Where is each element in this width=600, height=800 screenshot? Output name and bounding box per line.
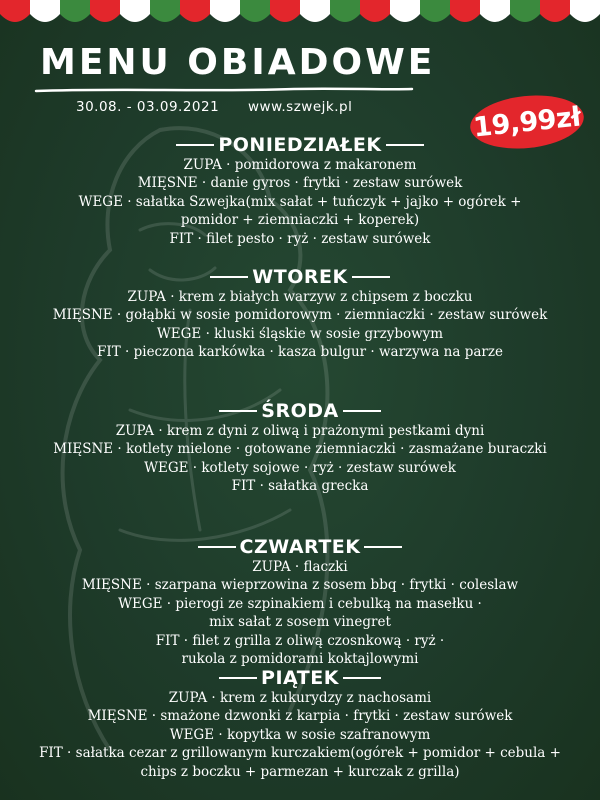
menu-line: ZUPA · pomidorowa z makaronem [183, 157, 417, 173]
awning-scallop [390, 0, 420, 22]
day-section-monday [0, 134, 600, 248]
menu-line: WEGE · kotlety sojowe · ryż · zestaw surówek [144, 459, 456, 476]
heading-dash-left [219, 410, 257, 412]
menu-line: MIĘSNE · kotlety mielone · gotowane ziemniaczki · zasmażane buraczki [53, 441, 547, 458]
heading-dash-left [198, 546, 236, 548]
day-section-thursday [0, 536, 600, 668]
heading-dash-right [343, 410, 381, 412]
awning-scallop [420, 0, 450, 22]
heading-dash-right [352, 276, 390, 278]
day-name: CZWARTEK [239, 536, 361, 558]
day-heading [0, 134, 600, 156]
menu-line: mix sałat z sosem vinegret [209, 614, 391, 631]
awning-scallop [510, 0, 540, 22]
day-name: WTOREK [252, 266, 348, 288]
day-section-friday [0, 667, 600, 781]
heading-dash-right [386, 144, 424, 146]
day-section-tuesday [0, 266, 600, 362]
price-badge: 19,99zł [468, 90, 587, 154]
day-heading [0, 667, 600, 689]
awning-scallop [0, 0, 30, 22]
menu-line: FIT · sałatka grecka [231, 478, 369, 495]
menu-line: FIT · filet pesto · ryż · zestaw surówek [169, 230, 431, 247]
menu-line: ZUPA · krem z dyni z oliwą i prażonymi pestkami dyni [115, 423, 485, 439]
menu-line: FIT · pieczona karkówka · kasza bulgur · warzywa na parze [97, 344, 503, 361]
menu-line: ZUPA · krem z białych warzyw z chipsem z boczku [127, 289, 473, 305]
menu-line: ZUPA · flaczki [252, 559, 348, 575]
menu-line: WEGE · sałatka Szwejka(mix sałat + tuńczyk + jajko + ogórek + [78, 193, 522, 210]
awning-scallop [210, 0, 240, 22]
awning-scallop [480, 0, 510, 22]
menu-line: MIĘSNE · szarpana wieprzowina z sosem bbq · frytki · coleslaw [81, 577, 519, 594]
day-name: ŚRODA [261, 400, 339, 422]
heading-dash-left [219, 677, 257, 679]
menu-line: WEGE · pierogi ze szpinakiem i cebulką na masełku · [118, 595, 482, 612]
awning-scallop [570, 0, 600, 22]
day-heading [0, 536, 600, 558]
day-heading [0, 400, 600, 422]
heading-dash-right [364, 546, 402, 548]
menu-line: FIT · sałatka cezar z grillowanym kurczakiem(ogórek + pomidor + cebula + [39, 745, 561, 762]
date-range-row [76, 99, 352, 115]
menu-line: MIĘSNE · smażone dzwonki z karpia · frytki · zestaw surówek [87, 708, 513, 725]
menu-title: MENU OBIADOWE [40, 42, 436, 83]
heading-dash-left [176, 144, 214, 146]
menu-line: WEGE · kopytka w sosie szafranowym [169, 726, 431, 743]
menu-line: ZUPA · krem z kukurydzy z nachosami [168, 690, 432, 706]
menu-line: pomidor + ziemniaczki + koperek) [180, 212, 420, 229]
heading-dash-left [210, 276, 248, 278]
website-link[interactable]: www.szwejk.pl [248, 99, 353, 115]
awning-scallop [300, 0, 330, 22]
awning-scallop [60, 0, 90, 22]
awning-scallop [450, 0, 480, 22]
menu-line: chips z boczku + parmezan + kurczak z grilla) [140, 763, 460, 780]
awning-scallop [90, 0, 120, 22]
awning-scallop [150, 0, 180, 22]
title-underline [34, 85, 414, 95]
awning-scallop [270, 0, 300, 22]
awning-scallop [30, 0, 60, 22]
day-section-wednesday [0, 400, 600, 496]
awning-decoration [0, 0, 600, 30]
awning-scallop [330, 0, 360, 22]
heading-dash-right [343, 677, 381, 679]
awning-scallop [360, 0, 390, 22]
menu-line: FIT · filet z grilla z oliwą czosnkową · ryż · [155, 632, 445, 649]
day-name: PIĄTEK [261, 667, 339, 689]
day-name: PONIEDZIAŁEK [218, 134, 382, 156]
awning-scallop [120, 0, 150, 22]
awning-scallop [180, 0, 210, 22]
menu-line: rukola z pomidorami koktajlowymi [181, 651, 419, 668]
day-heading [0, 266, 600, 288]
awning-scallop [240, 0, 270, 22]
date-range: 30.08. - 03.09.2021 [76, 99, 220, 115]
menu-line: WEGE · kluski śląskie w sosie grzybowym [156, 325, 444, 342]
menu-line: MIĘSNE · danie gyros · frytki · zestaw surówek [137, 175, 463, 192]
menu-line: MIĘSNE · gołąbki w sosie pomidorowym · ziemniaczki · zestaw surówek [52, 307, 548, 324]
awning-scallop [540, 0, 570, 22]
